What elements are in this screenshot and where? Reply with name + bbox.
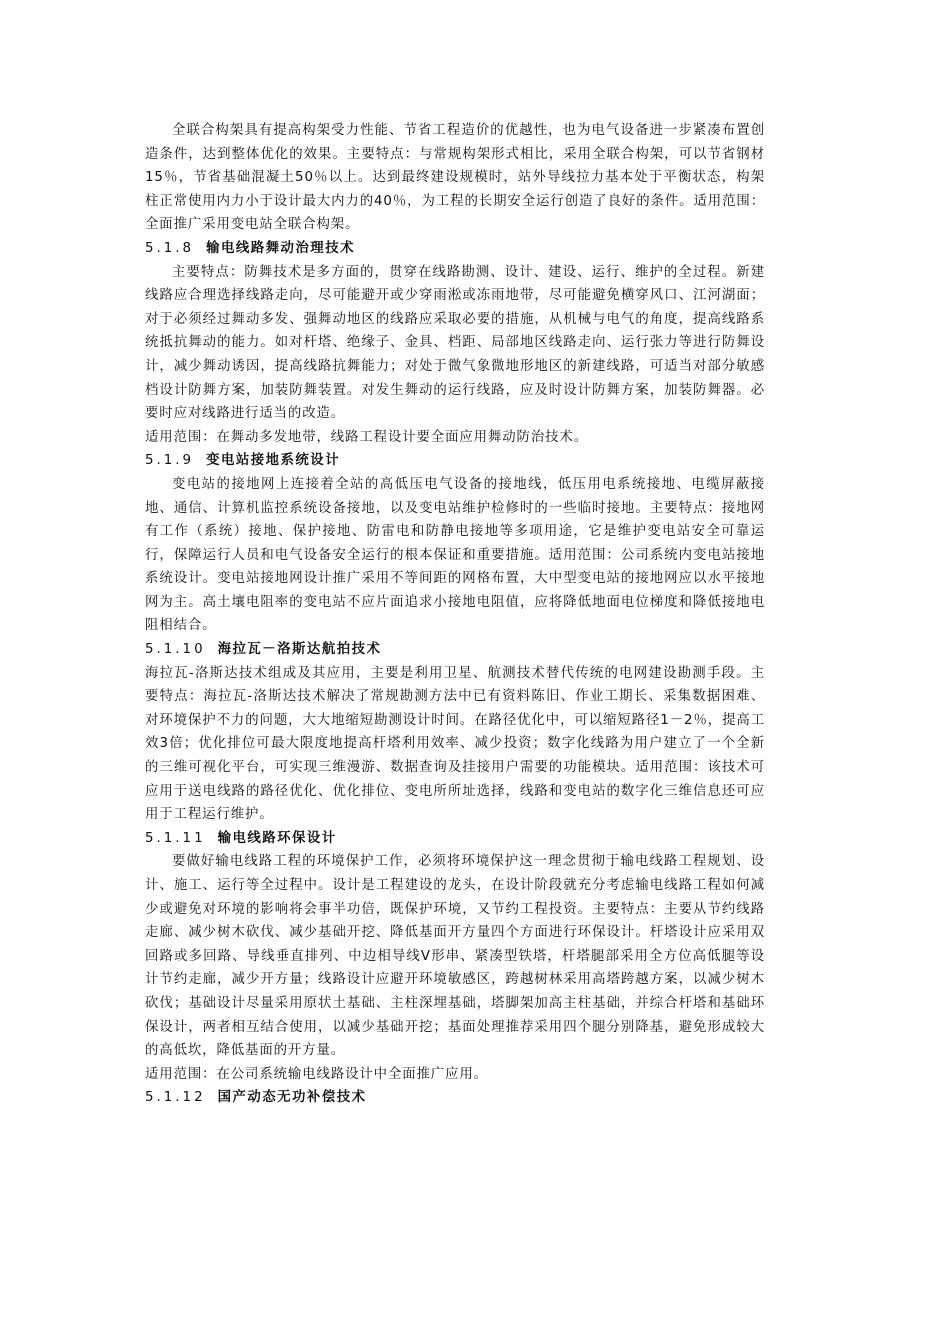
paragraph: 全联合构架具有提高构架受力性能、节省工程造价的优越性，也为电气设备进一步紧凑布置创造条件，达到整体优化的效果。主要特点：与常规构架形式相比，采用全联合构架，可以节省钢材15％，节省基础混凝土50％以上。达到最终建设规模时，站外导线拉力基本处于平衡状态，构架柱正常使用内力小于设计最大内力的40％，为工程的长期安全运行创造了良好的条件。适用范围：全面推广采用变电站全联合构架。 xyxy=(145,123,765,233)
section-title: 输电线路环保设计 xyxy=(217,830,337,846)
section-5-1-12 xyxy=(145,1086,765,1110)
section-intro xyxy=(145,119,765,237)
paragraph: 海拉瓦-洛斯达技术组成及其应用，主要是利用卫星、航测技术替代传统的电网建设勘测手段。主要特点：海拉瓦-洛斯达技术解决了常规勘测方法中已有资料陈旧、作业工期长、采集数据困难、对环境保护不力的问题，大大地缩短勘测设计时间。在路径优化中，可以缩短路径1－2％，提高工效3倍；优化排位可最大限度地提高杆塔利用效率、减少投资；数字化线路为用户建立了一个全新的三维可视化平台，可实现三维漫游、数据查询及挂接用户需要的功能模块。适用范围：该技术可应用于送电线路的路径优化、优化排位、变电所所址选择，线路和变电站的数字化三维信息还可应用于工程运行维护。 xyxy=(145,665,765,823)
section-heading xyxy=(145,1086,765,1110)
paragraph: 主要特点：防舞技术是多方面的，贯穿在线路勘测、设计、建设、运行、维护的全过程。新建线路应合理选择线路走向，尽可能避开或少穿雨淞或冻雨地带，尽可能避免横穿风口、江河湖面；对于必须经过舞动多发、强舞动地区的线路应采取必要的措施，从机械与电气的角度，提高线路系统抵抗舞动的能力。如对杆塔、绝缘子、金具、档距、局部地区线路走向、运行张力等进行防舞设计，减少舞动诱因，提高线路抗舞能力；对处于微气象微地形地区的新建线路，可适当对部分敏感档设计防舞方案，加装防舞装置。对发生舞动的运行线路，应及时设计防舞方案，加装防舞器。必要时应对线路进行适当的改造。 xyxy=(145,264,765,422)
section-title: 变电站接地系统设计 xyxy=(206,453,341,469)
section-5-1-8 xyxy=(145,237,765,449)
section-heading xyxy=(145,237,765,261)
document-page xyxy=(145,119,765,1110)
section-number: 5.1.11 xyxy=(145,830,206,846)
section-title: 输电线路舞动治理技术 xyxy=(206,240,355,256)
section-heading xyxy=(145,827,765,851)
paragraph: 适用范围：在公司系统输电线路设计中全面推广应用。 xyxy=(145,1066,488,1082)
paragraph: 要做好输电线路工程的环境保护工作，必须将环境保护这一理念贯彻于输电线路工程规划、设计、施工、运行等全过程中。设计是工程建设的龙头，在设计阶段就充分考虑输电线路工程如何减少或避免对环境的影响将会事半功倍，既保护环境，又节约工程投资。主要特点：主要从节约线路走廊、减少树木砍伐、减少基础开挖、降低基面开方量四个方面进行环保设计。杆塔设计应采用双回路或多回路、导线垂直排列、中边相导线V形串、紧凑型铁塔，杆塔腿部采用全方位高低腿等设计节约走廊，减少开方量；线路设计应避开环境敏感区，跨越树林采用高塔跨越方案，以减少树木砍伐；基础设计尽量采用原状土基础、主柱深埋基础，塔脚架加高主柱基础，并综合杆塔和基础环保设计，两者相互结合使用，以减少基础开挖；基面处理推荐采用四个腿分别降基，避免形成较大的高低坎，降低基面的开方量。 xyxy=(145,854,765,1059)
paragraph: 适用范围：在舞动多发地带，线路工程设计要全面应用舞动防治技术。 xyxy=(145,429,589,445)
section-number: 5.1.10 xyxy=(145,642,206,658)
section-number: 5.1.12 xyxy=(145,1090,206,1106)
section-title: 国产动态无功补偿技术 xyxy=(217,1090,367,1106)
section-5-1-9 xyxy=(145,449,765,638)
section-heading xyxy=(145,638,765,662)
section-number: 5.1.9 xyxy=(145,453,195,469)
section-title: 海拉瓦－洛斯达航拍技术 xyxy=(217,642,382,658)
section-5-1-10 xyxy=(145,638,765,827)
paragraph: 变电站的接地网上连接着全站的高低压电气设备的接地线，低压用电系统接地、电缆屏蔽接地、通信、计算机监控系统设备接地，以及变电站维护检修时的一些临时接地。主要特点：接地网有工作（系统）接地、保护接地、防雷电和防静电接地等多项用途，它是维护变电站安全可靠运行，保障运行人员和电气设备安全运行的根本保证和重要措施。适用范围：公司系统内变电站接地系统设计。变电站接地网设计推广采用不等间距的网格布置，大中型变电站的接地网应以水平接地网为主。高土壤电阻率的变电站不应片面追求小接地电阻值，应将降低地面电位梯度和降低接地电阻相结合。 xyxy=(145,476,765,634)
section-5-1-11 xyxy=(145,827,765,1087)
section-heading xyxy=(145,449,765,473)
section-number: 5.1.8 xyxy=(145,240,195,256)
